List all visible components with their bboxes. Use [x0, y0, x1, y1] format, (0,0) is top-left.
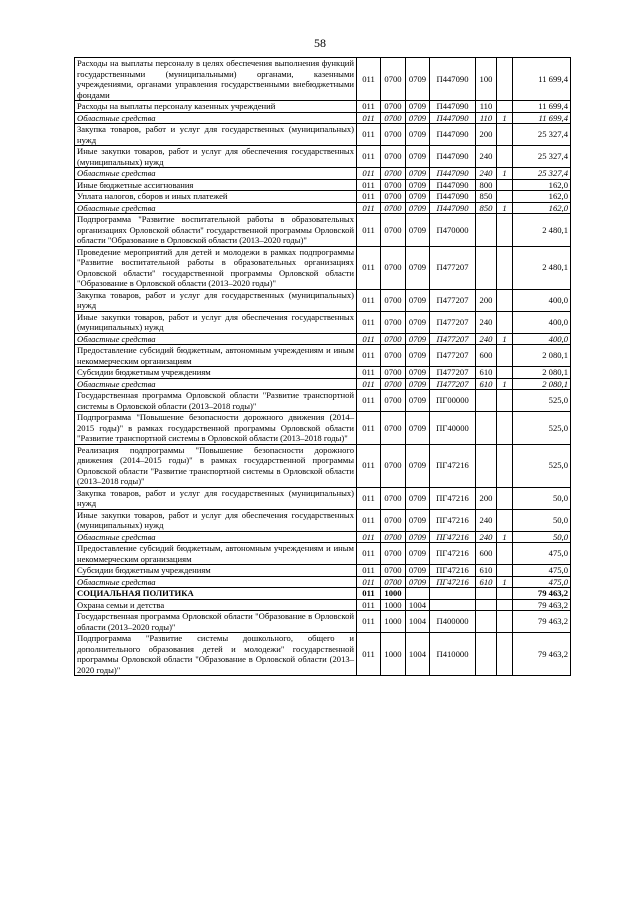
row-name: Областные средства [75, 333, 357, 345]
expense-type-code: 200 [476, 487, 497, 509]
expense-type-code: 240 [476, 509, 497, 531]
funding-source-code [497, 214, 513, 247]
target-article-code: П447090 [430, 124, 476, 146]
ministry-code: 011 [357, 124, 381, 146]
expense-type-code: 610 [476, 576, 497, 588]
target-article-code: ПГ47216 [430, 543, 476, 565]
subsection-code [406, 588, 430, 600]
row-name: Реализация подпрограммы "Повышение безопасности дорожного движения (2014–2015 годы)" в рамках государственной программы Орловской области "Развитие транспортной системы в Орловской области (2013–2018 годы)" [75, 444, 357, 487]
expense-type-code: 240 [476, 531, 497, 543]
table-row [75, 124, 571, 146]
section-code: 0700 [381, 444, 406, 487]
amount: 525,0 [513, 412, 571, 445]
funding-source-code: 1 [497, 112, 513, 124]
ministry-code: 011 [357, 214, 381, 247]
expense-type-code: 610 [476, 378, 497, 390]
subsection-code: 0709 [406, 390, 430, 412]
funding-source-code [497, 509, 513, 531]
section-code: 0700 [381, 179, 406, 191]
table-row [75, 412, 571, 445]
target-article-code: П447090 [430, 146, 476, 168]
funding-source-code [497, 390, 513, 412]
row-name: Областные средства [75, 202, 357, 214]
row-name: Государственная программа Орловской области "Образование в Орловской области (2013–2020 годы)" [75, 611, 357, 633]
funding-source-code [497, 345, 513, 367]
table-row [75, 444, 571, 487]
amount: 400,0 [513, 333, 571, 345]
section-code: 1000 [381, 633, 406, 676]
target-article-code: П447090 [430, 179, 476, 191]
expense-type-code: 600 [476, 543, 497, 565]
table-row [75, 246, 571, 289]
amount: 2 080,1 [513, 367, 571, 379]
target-article-code: П477207 [430, 367, 476, 379]
subsection-code: 1004 [406, 633, 430, 676]
amount: 400,0 [513, 311, 571, 333]
row-name: Проведение мероприятий для детей и молодежи в рамках подпрограммы "Развитие воспитательной работы в образовательных организациях Орловской области" государственной программы Орловской области "Образование в Орловской области (2013–2020 годы)" [75, 246, 357, 289]
amount: 475,0 [513, 543, 571, 565]
funding-source-code [497, 289, 513, 311]
amount: 525,0 [513, 444, 571, 487]
target-article-code: П447090 [430, 112, 476, 124]
subsection-code: 0709 [406, 124, 430, 146]
amount: 50,0 [513, 531, 571, 543]
subsection-code: 0709 [406, 345, 430, 367]
row-name: Закупка товаров, работ и услуг для государственных (муниципальных) нужд [75, 289, 357, 311]
amount: 11 699,4 [513, 101, 571, 113]
subsection-code: 0709 [406, 531, 430, 543]
expense-type-code [476, 390, 497, 412]
target-article-code: П477207 [430, 246, 476, 289]
subsection-code: 0709 [406, 311, 430, 333]
expense-type-code [476, 246, 497, 289]
amount: 162,0 [513, 179, 571, 191]
row-name: Областные средства [75, 378, 357, 390]
subsection-code: 0709 [406, 378, 430, 390]
amount: 11 699,4 [513, 112, 571, 124]
target-article-code: П477207 [430, 345, 476, 367]
funding-source-code: 1 [497, 378, 513, 390]
amount: 525,0 [513, 390, 571, 412]
amount: 25 327,4 [513, 124, 571, 146]
ministry-code: 011 [357, 487, 381, 509]
target-article-code: ПГ47216 [430, 531, 476, 543]
amount: 11 699,4 [513, 58, 571, 101]
table-row [75, 112, 571, 124]
table-row [75, 146, 571, 168]
ministry-code: 011 [357, 633, 381, 676]
ministry-code: 011 [357, 543, 381, 565]
section-code: 0700 [381, 531, 406, 543]
section-code: 1000 [381, 611, 406, 633]
row-name: Областные средства [75, 576, 357, 588]
expense-type-code [476, 633, 497, 676]
amount: 79 463,2 [513, 611, 571, 633]
amount: 79 463,2 [513, 599, 571, 611]
ministry-code: 011 [357, 390, 381, 412]
subsection-code: 0709 [406, 112, 430, 124]
target-article-code: П477207 [430, 289, 476, 311]
row-name: Подпрограмма "Развитие системы дошкольного, общего и дополнительного образования детей и молодежи" государственной программы Орловской области "Образование в Орловской области (2013–2020 годы)" [75, 633, 357, 676]
table-row [75, 289, 571, 311]
funding-source-code [497, 565, 513, 577]
table-row [75, 311, 571, 333]
funding-source-code [497, 487, 513, 509]
amount: 2 080,1 [513, 345, 571, 367]
expense-type-code: 800 [476, 179, 497, 191]
section-code: 0700 [381, 565, 406, 577]
table-row [75, 611, 571, 633]
section-code: 0700 [381, 333, 406, 345]
target-article-code: ПГ47216 [430, 565, 476, 577]
target-article-code: ПГ00000 [430, 390, 476, 412]
table-row [75, 191, 571, 203]
expense-type-code [476, 214, 497, 247]
ministry-code: 011 [357, 179, 381, 191]
ministry-code: 011 [357, 444, 381, 487]
table-row [75, 367, 571, 379]
funding-source-code [497, 412, 513, 445]
target-article-code: ПГ47216 [430, 444, 476, 487]
table-row [75, 58, 571, 101]
table-row [75, 565, 571, 577]
amount: 2 480,1 [513, 246, 571, 289]
ministry-code: 011 [357, 599, 381, 611]
expense-type-code: 600 [476, 345, 497, 367]
row-name: Подпрограмма "Повышение безопасности дорожного движения (2014–2015 годы)" в рамках государственной программы Орловской области "Развитие транспортной системы в Орловской области (2013–2018 годы)" [75, 412, 357, 445]
funding-source-code [497, 599, 513, 611]
table-row [75, 202, 571, 214]
row-name: Расходы на выплаты персоналу в целях обеспечения выполнения функций государственными (муниципальными) органами, казенными учреждениями, органами управления государственными внебюджетными фондами [75, 58, 357, 101]
row-name: Закупка товаров, работ и услуг для государственных (муниципальных) нужд [75, 487, 357, 509]
target-article-code [430, 588, 476, 600]
funding-source-code [497, 101, 513, 113]
subsection-code: 0709 [406, 246, 430, 289]
section-code: 0700 [381, 101, 406, 113]
subsection-code: 0709 [406, 191, 430, 203]
row-name: Областные средства [75, 531, 357, 543]
section-code: 0700 [381, 345, 406, 367]
section-code: 0700 [381, 509, 406, 531]
funding-source-code [497, 124, 513, 146]
expense-type-code: 610 [476, 565, 497, 577]
ministry-code: 011 [357, 412, 381, 445]
funding-source-code [497, 367, 513, 379]
row-name: Расходы на выплаты персоналу казенных учреждений [75, 101, 357, 113]
funding-source-code [497, 179, 513, 191]
funding-source-code: 1 [497, 531, 513, 543]
funding-source-code [497, 191, 513, 203]
amount: 25 327,4 [513, 168, 571, 180]
expense-type-code: 240 [476, 168, 497, 180]
ministry-code: 011 [357, 311, 381, 333]
subsection-code: 0709 [406, 58, 430, 101]
row-name: Областные средства [75, 168, 357, 180]
table-row [75, 179, 571, 191]
target-article-code: ПГ47216 [430, 509, 476, 531]
subsection-code: 0709 [406, 202, 430, 214]
section-code: 0700 [381, 378, 406, 390]
row-name: Закупка товаров, работ и услуг для государственных (муниципальных) нужд [75, 124, 357, 146]
funding-source-code [497, 611, 513, 633]
subsection-code: 0709 [406, 412, 430, 445]
subsection-code: 0709 [406, 168, 430, 180]
row-name: Государственная программа Орловской области "Развитие транспортной системы в Орловской области (2013–2018 годы)" [75, 390, 357, 412]
ministry-code: 011 [357, 576, 381, 588]
expense-type-code: 850 [476, 191, 497, 203]
subsection-code: 0709 [406, 101, 430, 113]
row-name: Иные закупки товаров, работ и услуг для обеспечения государственных (муниципальных) нужд [75, 311, 357, 333]
target-article-code: П470000 [430, 214, 476, 247]
row-name: Иные закупки товаров, работ и услуг для обеспечения государственных (муниципальных) нужд [75, 146, 357, 168]
subsection-code: 0709 [406, 543, 430, 565]
subsection-code: 0709 [406, 214, 430, 247]
expense-type-code: 200 [476, 124, 497, 146]
ministry-code: 011 [357, 509, 381, 531]
row-name: Предоставление субсидий бюджетным, автономным учреждениям и иным некоммерческим организациям [75, 543, 357, 565]
funding-source-code [497, 58, 513, 101]
amount: 162,0 [513, 191, 571, 203]
subsection-code: 0709 [406, 289, 430, 311]
expense-type-code: 110 [476, 101, 497, 113]
section-code: 0700 [381, 543, 406, 565]
funding-source-code: 1 [497, 202, 513, 214]
amount: 475,0 [513, 576, 571, 588]
expense-type-code: 240 [476, 333, 497, 345]
subsection-code: 0709 [406, 333, 430, 345]
expense-type-code [476, 611, 497, 633]
row-name: Охрана семьи и детства [75, 599, 357, 611]
ministry-code: 011 [357, 345, 381, 367]
funding-source-code: 1 [497, 168, 513, 180]
target-article-code: П447090 [430, 101, 476, 113]
section-code: 0700 [381, 124, 406, 146]
row-name: Иные закупки товаров, работ и услуг для обеспечения государственных (муниципальных) нужд [75, 509, 357, 531]
target-article-code: П447090 [430, 58, 476, 101]
funding-source-code [497, 633, 513, 676]
section-code: 1000 [381, 588, 406, 600]
target-article-code: ПГ40000 [430, 412, 476, 445]
subsection-code: 0709 [406, 509, 430, 531]
section-code: 0700 [381, 367, 406, 379]
target-article-code: ПГ47216 [430, 487, 476, 509]
funding-source-code [497, 146, 513, 168]
table-row [75, 599, 571, 611]
funding-source-code [497, 444, 513, 487]
section-code: 0700 [381, 311, 406, 333]
subsection-code: 0709 [406, 367, 430, 379]
table-row [75, 168, 571, 180]
table-row [75, 543, 571, 565]
ministry-code: 011 [357, 191, 381, 203]
expense-type-code: 240 [476, 311, 497, 333]
amount: 79 463,2 [513, 588, 571, 600]
amount: 475,0 [513, 565, 571, 577]
ministry-code: 011 [357, 146, 381, 168]
table-row [75, 345, 571, 367]
ministry-code: 011 [357, 611, 381, 633]
table-row [75, 214, 571, 247]
amount: 50,0 [513, 509, 571, 531]
section-code: 1000 [381, 599, 406, 611]
ministry-code: 011 [357, 112, 381, 124]
expense-type-code: 200 [476, 289, 497, 311]
amount: 50,0 [513, 487, 571, 509]
budget-table [74, 57, 571, 676]
ministry-code: 011 [357, 367, 381, 379]
target-article-code: П477207 [430, 378, 476, 390]
target-article-code: ПГ47216 [430, 576, 476, 588]
target-article-code [430, 599, 476, 611]
table-row [75, 101, 571, 113]
ministry-code: 011 [357, 246, 381, 289]
ministry-code: 011 [357, 289, 381, 311]
amount: 2 480,1 [513, 214, 571, 247]
row-name: Субсидии бюджетным учреждениям [75, 565, 357, 577]
ministry-code: 011 [357, 101, 381, 113]
funding-source-code [497, 246, 513, 289]
table-row [75, 487, 571, 509]
section-code: 0700 [381, 576, 406, 588]
section-code: 0700 [381, 214, 406, 247]
target-article-code: П447090 [430, 202, 476, 214]
expense-type-code: 110 [476, 112, 497, 124]
funding-source-code [497, 311, 513, 333]
ministry-code: 011 [357, 565, 381, 577]
funding-source-code [497, 588, 513, 600]
amount: 2 080,1 [513, 378, 571, 390]
table-row [75, 378, 571, 390]
ministry-code: 011 [357, 588, 381, 600]
subsection-code: 0709 [406, 444, 430, 487]
amount: 79 463,2 [513, 633, 571, 676]
table-row [75, 633, 571, 676]
target-article-code: П447090 [430, 191, 476, 203]
section-code: 0700 [381, 412, 406, 445]
expense-type-code [476, 588, 497, 600]
table-row [75, 390, 571, 412]
section-code: 0700 [381, 112, 406, 124]
table-row [75, 333, 571, 345]
section-code: 0700 [381, 289, 406, 311]
row-name: Иные бюджетные ассигнования [75, 179, 357, 191]
expense-type-code [476, 599, 497, 611]
ministry-code: 011 [357, 202, 381, 214]
expense-type-code [476, 412, 497, 445]
expense-type-code: 850 [476, 202, 497, 214]
ministry-code: 011 [357, 168, 381, 180]
target-article-code: П447090 [430, 168, 476, 180]
target-article-code: П477207 [430, 333, 476, 345]
subsection-code: 0709 [406, 576, 430, 588]
row-name: Субсидии бюджетным учреждениям [75, 367, 357, 379]
section-code: 0700 [381, 146, 406, 168]
row-name: Уплата налогов, сборов и иных платежей [75, 191, 357, 203]
target-article-code: П410000 [430, 633, 476, 676]
subsection-code: 0709 [406, 565, 430, 577]
subsection-code: 0709 [406, 179, 430, 191]
row-name: СОЦИАЛЬНАЯ ПОЛИТИКА [75, 588, 357, 600]
ministry-code: 011 [357, 333, 381, 345]
section-code: 0700 [381, 168, 406, 180]
section-code: 0700 [381, 246, 406, 289]
funding-source-code: 1 [497, 333, 513, 345]
target-article-code: П477207 [430, 311, 476, 333]
amount: 25 327,4 [513, 146, 571, 168]
section-code: 0700 [381, 191, 406, 203]
row-name: Подпрограмма "Развитие воспитательной работы в образовательных организациях Орловской области" государственной программы Орловской области "Образование в Орловской области (2013–2020 годы)" [75, 214, 357, 247]
row-name: Областные средства [75, 112, 357, 124]
target-article-code: П400000 [430, 611, 476, 633]
subsection-code: 1004 [406, 599, 430, 611]
expense-type-code [476, 444, 497, 487]
expense-type-code: 100 [476, 58, 497, 101]
ministry-code: 011 [357, 58, 381, 101]
expense-type-code: 240 [476, 146, 497, 168]
table-row [75, 588, 571, 600]
subsection-code: 0709 [406, 487, 430, 509]
section-code: 0700 [381, 487, 406, 509]
table-row [75, 531, 571, 543]
expense-type-code: 610 [476, 367, 497, 379]
page-number: 58 [314, 36, 326, 50]
row-name: Предоставление субсидий бюджетным, автономным учреждениям и иным некоммерческим организациям [75, 345, 357, 367]
ministry-code: 011 [357, 378, 381, 390]
section-code: 0700 [381, 202, 406, 214]
table-row [75, 576, 571, 588]
subsection-code: 1004 [406, 611, 430, 633]
amount: 400,0 [513, 289, 571, 311]
subsection-code: 0709 [406, 146, 430, 168]
section-code: 0700 [381, 58, 406, 101]
funding-source-code: 1 [497, 576, 513, 588]
table-row [75, 509, 571, 531]
amount: 162,0 [513, 202, 571, 214]
section-code: 0700 [381, 390, 406, 412]
funding-source-code [497, 543, 513, 565]
ministry-code: 011 [357, 531, 381, 543]
